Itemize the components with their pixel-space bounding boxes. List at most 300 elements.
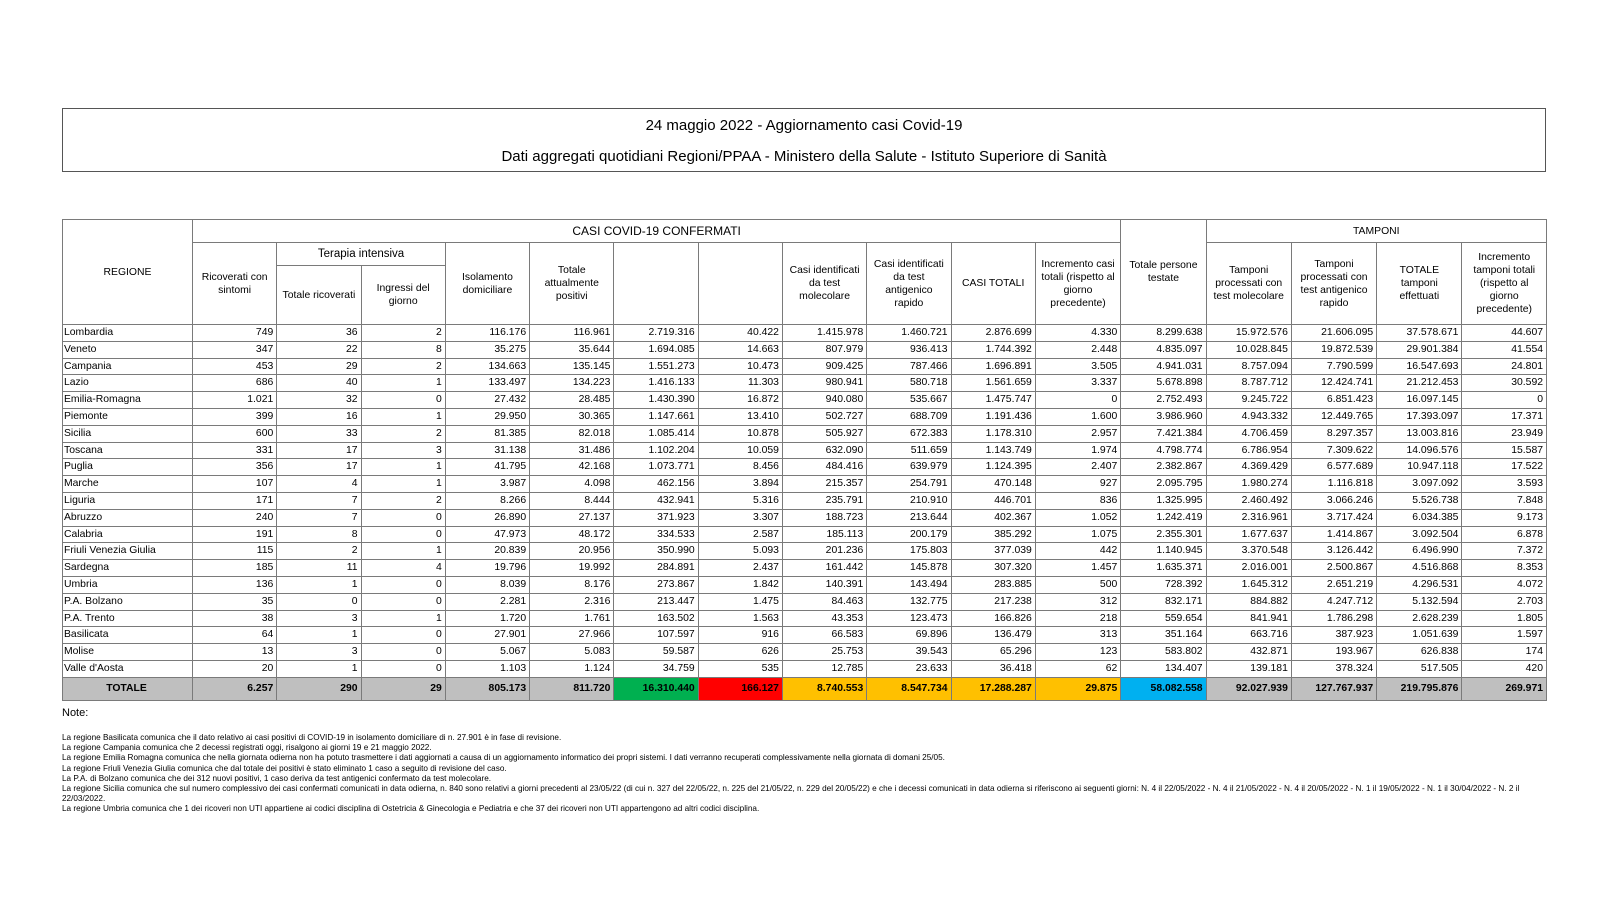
- value-cell: 7.790.599: [1291, 358, 1376, 375]
- value-cell: 0: [277, 593, 361, 610]
- value-cell: 254.791: [867, 476, 951, 493]
- value-cell: 10.878: [698, 425, 782, 442]
- value-cell: 92.027.939: [1206, 677, 1291, 700]
- value-cell: 841.941: [1206, 610, 1291, 627]
- value-cell: 35: [192, 593, 276, 610]
- value-cell: 11.303: [698, 375, 782, 392]
- value-cell: 29.901.384: [1377, 341, 1462, 358]
- value-cell: 351.164: [1121, 627, 1206, 644]
- value-cell: 136: [192, 576, 276, 593]
- value-cell: 132.775: [867, 593, 951, 610]
- notes-label: Note:: [62, 707, 89, 719]
- value-cell: 16.097.145: [1377, 392, 1462, 409]
- value-cell: 107: [192, 476, 276, 493]
- value-cell: 210.910: [867, 492, 951, 509]
- value-cell: 37.578.671: [1377, 325, 1462, 342]
- value-cell: 8.757.094: [1206, 358, 1291, 375]
- value-cell: 1: [277, 576, 361, 593]
- value-cell: 580.718: [867, 375, 951, 392]
- value-cell: 28.485: [530, 392, 614, 409]
- value-cell: 2.752.493: [1121, 392, 1206, 409]
- value-cell: 19.992: [530, 560, 614, 577]
- value-cell: 143.494: [867, 576, 951, 593]
- value-cell: 313: [1035, 627, 1120, 644]
- value-cell: 1.600: [1035, 408, 1120, 425]
- value-cell: 116.961: [530, 325, 614, 342]
- value-cell: 334.533: [614, 526, 698, 543]
- header-totale-ricoverati: Totale ricoverati: [277, 266, 361, 325]
- value-cell: 32: [277, 392, 361, 409]
- value-cell: 174: [1462, 644, 1547, 661]
- value-cell: 171: [192, 492, 276, 509]
- table-row: [63, 610, 1547, 627]
- value-cell: 511.659: [867, 442, 951, 459]
- value-cell: 517.505: [1377, 660, 1462, 677]
- value-cell: 30.592: [1462, 375, 1547, 392]
- notes-section: [62, 707, 1542, 815]
- value-cell: 17.288.287: [951, 677, 1035, 700]
- value-cell: 25.753: [782, 644, 866, 661]
- value-cell: 17: [277, 459, 361, 476]
- value-cell: 1: [361, 459, 445, 476]
- value-cell: 1.124: [530, 660, 614, 677]
- value-cell: 378.324: [1291, 660, 1376, 677]
- value-cell: 140.391: [782, 576, 866, 593]
- value-cell: 2.876.699: [951, 325, 1035, 342]
- value-cell: 1.563: [698, 610, 782, 627]
- value-cell: 17.371: [1462, 408, 1547, 425]
- value-cell: 5.316: [698, 492, 782, 509]
- value-cell: 4.516.868: [1377, 560, 1462, 577]
- value-cell: 6.786.954: [1206, 442, 1291, 459]
- table-row: [63, 627, 1547, 644]
- value-cell: 0: [361, 509, 445, 526]
- value-cell: 188.723: [782, 509, 866, 526]
- table-row: [63, 476, 1547, 493]
- value-cell: 3.126.442: [1291, 543, 1376, 560]
- value-cell: 1.475: [698, 593, 782, 610]
- title-box: [62, 108, 1546, 172]
- value-cell: 134.407: [1121, 660, 1206, 677]
- value-cell: 193.967: [1291, 644, 1376, 661]
- value-cell: 377.039: [951, 543, 1035, 560]
- value-cell: 59.587: [614, 644, 698, 661]
- value-cell: 10.473: [698, 358, 782, 375]
- table-row: [63, 526, 1547, 543]
- value-cell: 1.786.298: [1291, 610, 1376, 627]
- table-row: [63, 593, 1547, 610]
- value-cell: 632.090: [782, 442, 866, 459]
- value-cell: 399: [192, 408, 276, 425]
- value-cell: 127.767.937: [1291, 677, 1376, 700]
- value-cell: 36: [277, 325, 361, 342]
- region-cell: TOTALE: [63, 677, 193, 700]
- value-cell: 115: [192, 543, 276, 560]
- value-cell: 16.310.440: [614, 677, 698, 700]
- value-cell: 688.709: [867, 408, 951, 425]
- value-cell: 1.561.659: [951, 375, 1035, 392]
- header-casi-antigenico: Casi identificati da test antigenico rapido: [867, 243, 951, 325]
- page-title: 24 maggio 2022 - Aggiornamento casi Covid-19: [645, 117, 963, 134]
- value-cell: 4.296.531: [1377, 576, 1462, 593]
- value-cell: 21.212.453: [1377, 375, 1462, 392]
- value-cell: 6.257: [192, 677, 276, 700]
- value-cell: 3.097.092: [1377, 476, 1462, 493]
- value-cell: 1.051.639: [1377, 627, 1462, 644]
- value-cell: 1.635.371: [1121, 560, 1206, 577]
- value-cell: 4.941.031: [1121, 358, 1206, 375]
- value-cell: 4.098: [530, 476, 614, 493]
- value-cell: 3.307: [698, 509, 782, 526]
- value-cell: 7.309.622: [1291, 442, 1376, 459]
- value-cell: 200.179: [867, 526, 951, 543]
- value-cell: 31.138: [445, 442, 529, 459]
- value-cell: 1.242.419: [1121, 509, 1206, 526]
- value-cell: 909.425: [782, 358, 866, 375]
- value-cell: 442: [1035, 543, 1120, 560]
- value-cell: 0: [361, 392, 445, 409]
- value-cell: 8.444: [530, 492, 614, 509]
- note-item: La P.A. di Bolzano comunica che dei 312 nuovi positivi, 1 caso deriva da test antigenici confermato da test molecolare.: [62, 773, 492, 783]
- value-cell: 65.296: [951, 644, 1035, 661]
- value-cell: 832.171: [1121, 593, 1206, 610]
- value-cell: 1.645.312: [1206, 576, 1291, 593]
- value-cell: 12.785: [782, 660, 866, 677]
- value-cell: 2.703: [1462, 593, 1547, 610]
- value-cell: 387.923: [1291, 627, 1376, 644]
- value-cell: 1: [361, 476, 445, 493]
- value-cell: 5.093: [698, 543, 782, 560]
- region-cell: Sardegna: [63, 560, 193, 577]
- value-cell: 1.102.204: [614, 442, 698, 459]
- value-cell: 6.878: [1462, 526, 1547, 543]
- value-cell: 1.457: [1035, 560, 1120, 577]
- region-cell: Calabria: [63, 526, 193, 543]
- value-cell: 4.835.097: [1121, 341, 1206, 358]
- header-isolamento: Isolamento domiciliare: [445, 243, 529, 325]
- table-row: [63, 425, 1547, 442]
- header-casi-totali: CASI TOTALI: [951, 243, 1035, 325]
- value-cell: 19.796: [445, 560, 529, 577]
- value-cell: 34.759: [614, 660, 698, 677]
- value-cell: 219.795.876: [1377, 677, 1462, 700]
- value-cell: 290: [277, 677, 361, 700]
- value-cell: 185: [192, 560, 276, 577]
- table-row: [63, 442, 1547, 459]
- value-cell: 116.176: [445, 325, 529, 342]
- value-cell: 1.677.637: [1206, 526, 1291, 543]
- value-cell: 1.980.274: [1206, 476, 1291, 493]
- value-cell: 2.500.867: [1291, 560, 1376, 577]
- value-cell: 1: [361, 375, 445, 392]
- value-cell: 9.173: [1462, 509, 1547, 526]
- value-cell: 27.966: [530, 627, 614, 644]
- value-cell: 805.173: [445, 677, 529, 700]
- value-cell: 6.496.990: [1377, 543, 1462, 560]
- value-cell: 8.176: [530, 576, 614, 593]
- value-cell: 1.325.995: [1121, 492, 1206, 509]
- notes-list: [62, 733, 1542, 815]
- value-cell: 2.628.239: [1377, 610, 1462, 627]
- value-cell: 3: [277, 644, 361, 661]
- value-cell: 2: [361, 492, 445, 509]
- note-item: La regione Umbria comunica che 1 dei ricoveri non UTI appartiene ai codici disciplina di Ostetricia & Ginecologia e Pediatria e che 37 dei ricoveri non UTI appartengono ad altri codici disciplina.: [62, 804, 760, 814]
- value-cell: 22: [277, 341, 361, 358]
- region-cell: Emilia-Romagna: [63, 392, 193, 409]
- region-cell: Puglia: [63, 459, 193, 476]
- value-cell: 20.839: [445, 543, 529, 560]
- value-cell: 626: [698, 644, 782, 661]
- value-cell: 4.247.712: [1291, 593, 1376, 610]
- value-cell: 4.798.774: [1121, 442, 1206, 459]
- header-casi-confermati: CASI COVID-19 CONFERMATI: [192, 220, 1120, 243]
- value-cell: 3.337: [1035, 375, 1120, 392]
- value-cell: 47.973: [445, 526, 529, 543]
- value-cell: 500: [1035, 576, 1120, 593]
- value-cell: 145.878: [867, 560, 951, 577]
- value-cell: 535: [698, 660, 782, 677]
- region-cell: Toscana: [63, 442, 193, 459]
- region-cell: Lombardia: [63, 325, 193, 342]
- value-cell: 1.052: [1035, 509, 1120, 526]
- value-cell: 235.791: [782, 492, 866, 509]
- value-cell: 17: [277, 442, 361, 459]
- value-cell: 936.413: [867, 341, 951, 358]
- value-cell: 5.067: [445, 644, 529, 661]
- table-row: [63, 509, 1547, 526]
- value-cell: 453: [192, 358, 276, 375]
- value-cell: 136.479: [951, 627, 1035, 644]
- value-cell: 40: [277, 375, 361, 392]
- value-cell: 1: [361, 610, 445, 627]
- value-cell: 29.950: [445, 408, 529, 425]
- value-cell: 3.894: [698, 476, 782, 493]
- value-cell: 807.979: [782, 341, 866, 358]
- value-cell: 24.801: [1462, 358, 1547, 375]
- value-cell: 16.872: [698, 392, 782, 409]
- value-cell: 1: [277, 627, 361, 644]
- value-cell: 33: [277, 425, 361, 442]
- value-cell: 432.941: [614, 492, 698, 509]
- value-cell: 12.449.765: [1291, 408, 1376, 425]
- value-cell: 0: [1035, 392, 1120, 409]
- value-cell: 6.034.385: [1377, 509, 1462, 526]
- value-cell: 64: [192, 627, 276, 644]
- value-cell: 0: [361, 660, 445, 677]
- value-cell: 62: [1035, 660, 1120, 677]
- value-cell: 6.851.423: [1291, 392, 1376, 409]
- value-cell: 41.795: [445, 459, 529, 476]
- region-cell: Umbria: [63, 576, 193, 593]
- value-cell: 3: [361, 442, 445, 459]
- value-cell: 1.974: [1035, 442, 1120, 459]
- value-cell: 4.369.429: [1206, 459, 1291, 476]
- value-cell: 5.083: [530, 644, 614, 661]
- value-cell: 27.137: [530, 509, 614, 526]
- table-body: [63, 325, 1547, 701]
- value-cell: 1.842: [698, 576, 782, 593]
- value-cell: 58.082.558: [1121, 677, 1206, 700]
- header-dimessi: DIMESSI GUARITI: [614, 243, 698, 325]
- value-cell: 2.407: [1035, 459, 1120, 476]
- value-cell: 123: [1035, 644, 1120, 661]
- value-cell: 15.587: [1462, 442, 1547, 459]
- value-cell: 940.080: [782, 392, 866, 409]
- value-cell: 81.385: [445, 425, 529, 442]
- value-cell: 29: [277, 358, 361, 375]
- value-cell: 639.979: [867, 459, 951, 476]
- value-cell: 29: [361, 677, 445, 700]
- value-cell: 43.353: [782, 610, 866, 627]
- value-cell: 2.382.867: [1121, 459, 1206, 476]
- table-row: [63, 325, 1547, 342]
- value-cell: 559.654: [1121, 610, 1206, 627]
- value-cell: 15.972.576: [1206, 325, 1291, 342]
- value-cell: 41.554: [1462, 341, 1547, 358]
- value-cell: 218: [1035, 610, 1120, 627]
- value-cell: 916: [698, 627, 782, 644]
- table-row: [63, 644, 1547, 661]
- value-cell: 4.330: [1035, 325, 1120, 342]
- value-cell: 6.577.689: [1291, 459, 1376, 476]
- value-cell: 356: [192, 459, 276, 476]
- value-cell: 283.885: [951, 576, 1035, 593]
- value-cell: 484.416: [782, 459, 866, 476]
- value-cell: 1.021: [192, 392, 276, 409]
- value-cell: 2.281: [445, 593, 529, 610]
- value-cell: 402.367: [951, 509, 1035, 526]
- value-cell: 42.168: [530, 459, 614, 476]
- value-cell: 420: [1462, 660, 1547, 677]
- value-cell: 5.526.738: [1377, 492, 1462, 509]
- value-cell: 69.896: [867, 627, 951, 644]
- table-row: [63, 660, 1547, 677]
- value-cell: 4.072: [1462, 576, 1547, 593]
- value-cell: 2.460.492: [1206, 492, 1291, 509]
- value-cell: 1.415.978: [782, 325, 866, 342]
- value-cell: 1.416.133: [614, 375, 698, 392]
- value-cell: 8.456: [698, 459, 782, 476]
- value-cell: 2.719.316: [614, 325, 698, 342]
- value-cell: 107.597: [614, 627, 698, 644]
- value-cell: 1.696.891: [951, 358, 1035, 375]
- value-cell: 13.410: [698, 408, 782, 425]
- value-cell: 17.393.097: [1377, 408, 1462, 425]
- value-cell: 16: [277, 408, 361, 425]
- covid-table: [62, 219, 1547, 701]
- region-cell: Marche: [63, 476, 193, 493]
- value-cell: 0: [361, 526, 445, 543]
- value-cell: 3.717.424: [1291, 509, 1376, 526]
- value-cell: 14.096.576: [1377, 442, 1462, 459]
- value-cell: 1.744.392: [951, 341, 1035, 358]
- value-cell: 3.505: [1035, 358, 1120, 375]
- value-cell: 123.473: [867, 610, 951, 627]
- value-cell: 307.320: [951, 560, 1035, 577]
- value-cell: 1.761: [530, 610, 614, 627]
- note-item: La regione Friuli Venezia Giulia comunica che dal totale dei positivi è stato eliminato 1 caso a seguito di revisione del caso.: [62, 763, 507, 773]
- value-cell: 672.383: [867, 425, 951, 442]
- value-cell: 312: [1035, 593, 1120, 610]
- value-cell: 1.475.747: [951, 392, 1035, 409]
- value-cell: 8.039: [445, 576, 529, 593]
- value-cell: 1.073.771: [614, 459, 698, 476]
- value-cell: 2: [361, 425, 445, 442]
- value-cell: 3.066.246: [1291, 492, 1376, 509]
- value-cell: 1.140.945: [1121, 543, 1206, 560]
- table-row: [63, 492, 1547, 509]
- value-cell: 9.245.722: [1206, 392, 1291, 409]
- value-cell: 273.867: [614, 576, 698, 593]
- value-cell: 23.949: [1462, 425, 1547, 442]
- region-cell: Piemonte: [63, 408, 193, 425]
- value-cell: 600: [192, 425, 276, 442]
- value-cell: 4.943.332: [1206, 408, 1291, 425]
- value-cell: 1.805: [1462, 610, 1547, 627]
- header-totale-tamponi: TOTALE tamponi effettuati: [1377, 243, 1462, 325]
- value-cell: 11: [277, 560, 361, 577]
- value-cell: 3.986.960: [1121, 408, 1206, 425]
- value-cell: 135.145: [530, 358, 614, 375]
- value-cell: 462.156: [614, 476, 698, 493]
- table-row: [63, 459, 1547, 476]
- value-cell: 1.414.867: [1291, 526, 1376, 543]
- table-row: [63, 375, 1547, 392]
- value-cell: 1: [277, 660, 361, 677]
- value-cell: 163.502: [614, 610, 698, 627]
- value-cell: 20.956: [530, 543, 614, 560]
- value-cell: 2.651.219: [1291, 576, 1376, 593]
- value-cell: 1.720: [445, 610, 529, 627]
- value-cell: 4: [361, 560, 445, 577]
- value-cell: 8.787.712: [1206, 375, 1291, 392]
- value-cell: 7.421.384: [1121, 425, 1206, 442]
- value-cell: 2.316.961: [1206, 509, 1291, 526]
- value-cell: 19.872.539: [1291, 341, 1376, 358]
- value-cell: 811.720: [530, 677, 614, 700]
- value-cell: 728.392: [1121, 576, 1206, 593]
- header-incremento-casi: Incremento casi totali (rispetto al giorno precedente): [1035, 243, 1120, 325]
- header-deceduti: DECEDUTI: [698, 243, 782, 325]
- value-cell: 8.266: [445, 492, 529, 509]
- value-cell: 35.644: [530, 341, 614, 358]
- value-cell: 84.463: [782, 593, 866, 610]
- value-cell: 3.092.504: [1377, 526, 1462, 543]
- value-cell: 134.223: [530, 375, 614, 392]
- value-cell: 0: [1462, 392, 1547, 409]
- value-cell: 26.890: [445, 509, 529, 526]
- region-cell: Lazio: [63, 375, 193, 392]
- value-cell: 331: [192, 442, 276, 459]
- value-cell: 3: [277, 610, 361, 627]
- value-cell: 161.442: [782, 560, 866, 577]
- value-cell: 13: [192, 644, 276, 661]
- value-cell: 1: [361, 543, 445, 560]
- region-cell: Campania: [63, 358, 193, 375]
- value-cell: 0: [361, 593, 445, 610]
- value-cell: 1: [361, 408, 445, 425]
- value-cell: 191: [192, 526, 276, 543]
- value-cell: 166.127: [698, 677, 782, 700]
- value-cell: 2.587: [698, 526, 782, 543]
- table-row: [63, 358, 1547, 375]
- value-cell: 16.547.693: [1377, 358, 1462, 375]
- value-cell: 1.597: [1462, 627, 1547, 644]
- value-cell: 0: [361, 576, 445, 593]
- value-cell: 2: [361, 358, 445, 375]
- value-cell: 432.871: [1206, 644, 1291, 661]
- value-cell: 5.678.898: [1121, 375, 1206, 392]
